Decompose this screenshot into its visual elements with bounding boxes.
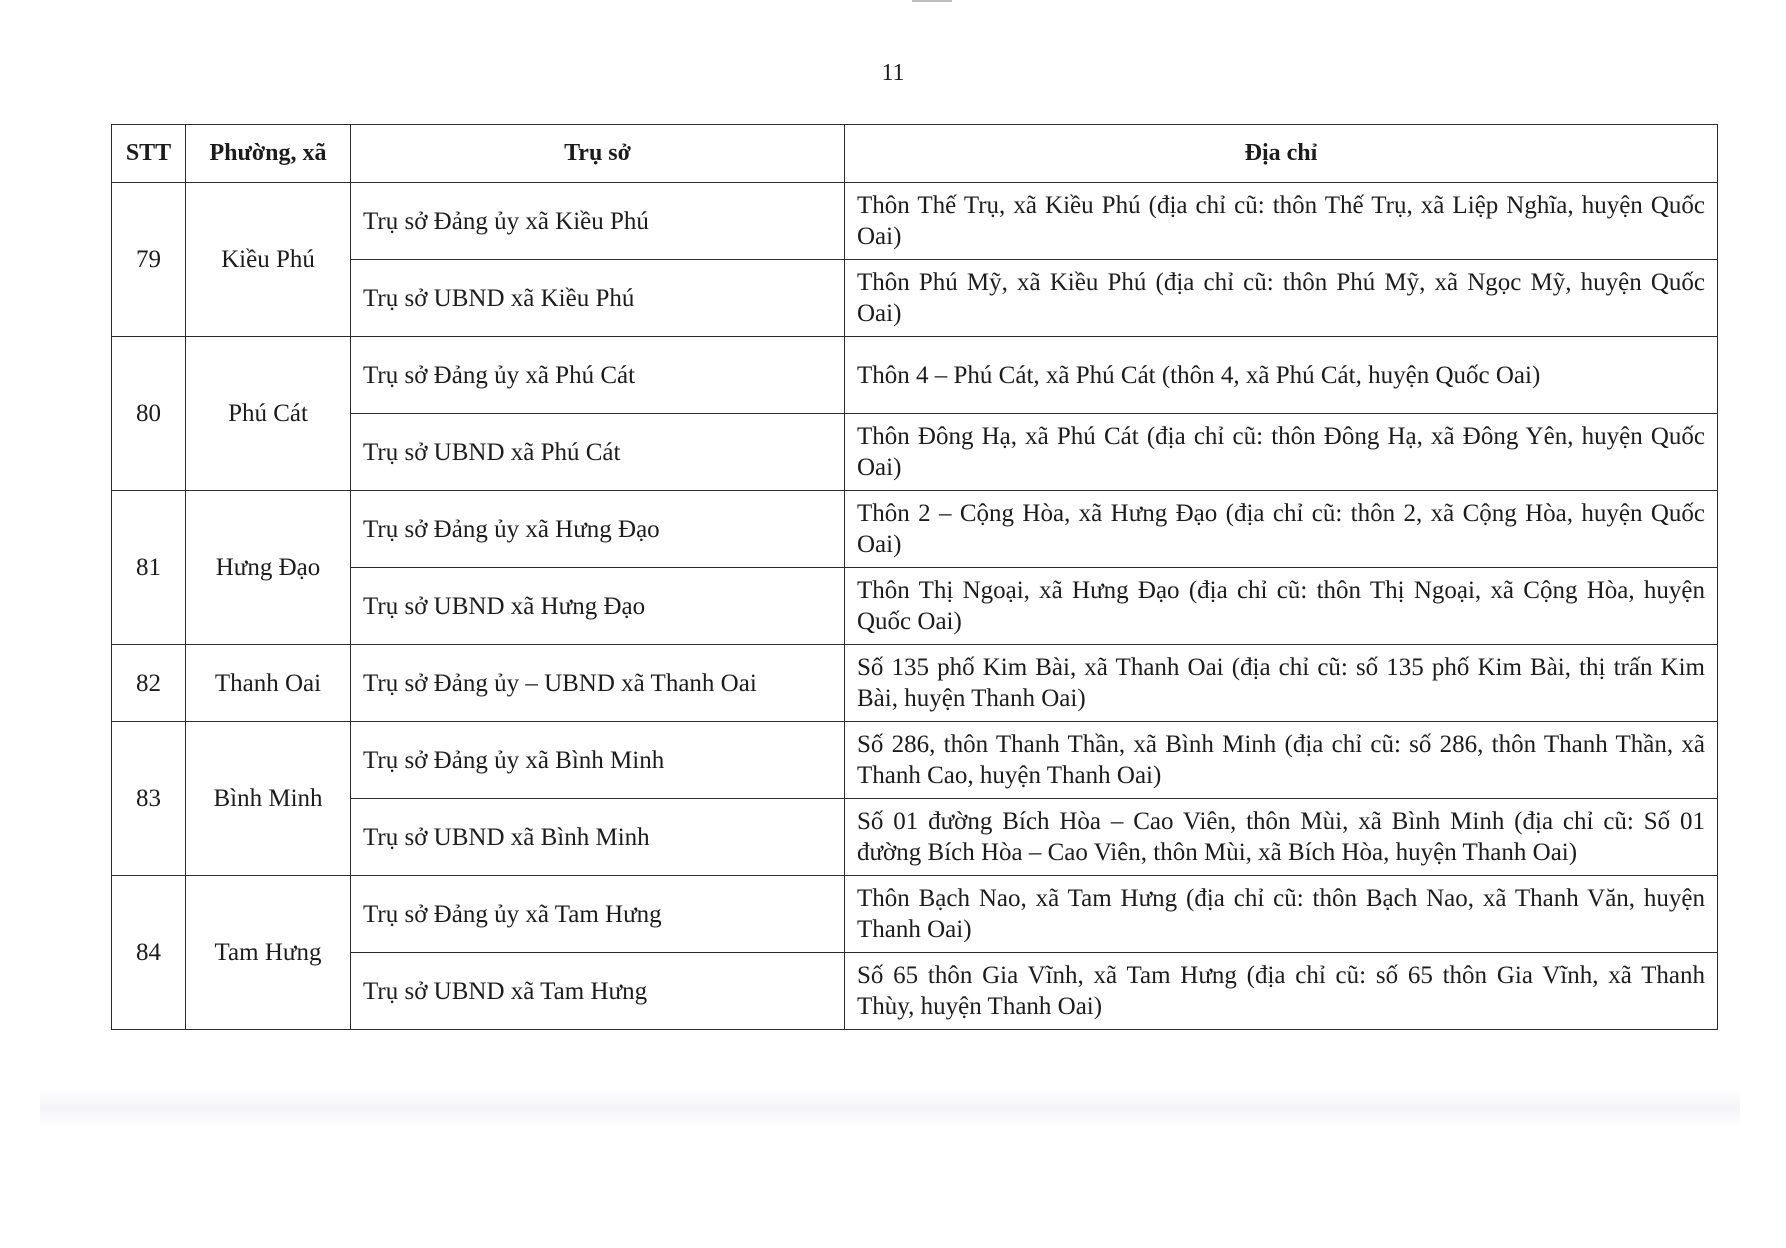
cell-address: Số 01 đường Bích Hòa – Cao Viên, thôn Mùi, xã Bình Minh (địa chỉ cũ: Số 01 đường Bích Hòa – Cao Viên, thôn Mùi, xã Bích Hòa, huyện Thanh Oai) [845, 799, 1718, 876]
cell-address: Thôn 4 – Phú Cát, xã Phú Cát (thôn 4, xã Phú Cát, huyện Quốc Oai) [845, 337, 1718, 414]
cell-ward: Phú Cát [186, 337, 351, 491]
cell-address: Thôn Thị Ngoại, xã Hưng Đạo (địa chỉ cũ: thôn Thị Ngoại, xã Cộng Hòa, huyện Quốc Oai) [845, 568, 1718, 645]
table-header-row [112, 125, 1718, 183]
table-row [112, 799, 1718, 876]
cell-address: Thôn Đông Hạ, xã Phú Cát (địa chỉ cũ: thôn Đông Hạ, xã Đông Yên, huyện Quốc Oai) [845, 414, 1718, 491]
cell-office: Trụ sở Đảng ủy xã Hưng Đạo [351, 491, 845, 568]
table-row [112, 183, 1718, 260]
cell-ward: Kiều Phú [186, 183, 351, 337]
table-row [112, 645, 1718, 722]
cell-address: Số 286, thôn Thanh Thần, xã Bình Minh (địa chỉ cũ: số 286, thôn Thanh Thần, xã Thanh Cao, huyện Thanh Oai) [845, 722, 1718, 799]
cell-ward: Hưng Đạo [186, 491, 351, 645]
cell-office: Trụ sở UBND xã Tam Hưng [351, 953, 845, 1030]
table-row [112, 876, 1718, 953]
cell-office: Trụ sở UBND xã Hưng Đạo [351, 568, 845, 645]
cell-office: Trụ sở UBND xã Kiều Phú [351, 260, 845, 337]
table-row [112, 337, 1718, 414]
cell-office: Trụ sở UBND xã Bình Minh [351, 799, 845, 876]
cell-address: Thôn Thế Trụ, xã Kiều Phú (địa chỉ cũ: thôn Thế Trụ, xã Liệp Nghĩa, huyện Quốc Oai) [845, 183, 1718, 260]
cell-stt: 82 [112, 645, 186, 722]
cell-ward: Thanh Oai [186, 645, 351, 722]
cell-office: Trụ sở UBND xã Phú Cát [351, 414, 845, 491]
cell-office: Trụ sở Đảng ủy xã Kiều Phú [351, 183, 845, 260]
scan-smudge [40, 1090, 1740, 1126]
cell-office: Trụ sở Đảng ủy xã Bình Minh [351, 722, 845, 799]
cell-stt: 84 [112, 876, 186, 1030]
cell-stt: 83 [112, 722, 186, 876]
page-number: 11 [881, 60, 905, 86]
table-row [112, 568, 1718, 645]
table-row [112, 260, 1718, 337]
header-stt: STT [112, 125, 186, 183]
cell-address: Thôn Bạch Nao, xã Tam Hưng (địa chỉ cũ: thôn Bạch Nao, xã Thanh Văn, huyện Thanh Oai) [845, 876, 1718, 953]
table-row [112, 491, 1718, 568]
cell-address: Số 135 phố Kim Bài, xã Thanh Oai (địa chỉ cũ: số 135 phố Kim Bài, thị trấn Kim Bài, huyện Thanh Oai) [845, 645, 1718, 722]
cell-stt: 80 [112, 337, 186, 491]
cell-address: Thôn Phú Mỹ, xã Kiều Phú (địa chỉ cũ: thôn Phú Mỹ, xã Ngọc Mỹ, huyện Quốc Oai) [845, 260, 1718, 337]
header-office: Trụ sở [351, 125, 845, 183]
header-ward: Phường, xã [186, 125, 351, 183]
cell-address: Thôn 2 – Cộng Hòa, xã Hưng Đạo (địa chỉ cũ: thôn 2, xã Cộng Hòa, huyện Quốc Oai) [845, 491, 1718, 568]
table-row [112, 953, 1718, 1030]
cell-ward: Tam Hưng [186, 876, 351, 1030]
table-row [112, 414, 1718, 491]
cell-ward: Bình Minh [186, 722, 351, 876]
cell-office: Trụ sở Đảng ủy xã Phú Cát [351, 337, 845, 414]
cell-office: Trụ sở Đảng ủy xã Tam Hưng [351, 876, 845, 953]
cell-stt: 79 [112, 183, 186, 337]
top-edge-mark [912, 0, 952, 2]
table-row [112, 722, 1718, 799]
cell-office: Trụ sở Đảng ủy – UBND xã Thanh Oai [351, 645, 845, 722]
header-address: Địa chỉ [845, 125, 1718, 183]
office-address-table [111, 124, 1718, 1030]
cell-address: Số 65 thôn Gia Vĩnh, xã Tam Hưng (địa chỉ cũ: số 65 thôn Gia Vĩnh, xã Thanh Thùy, huyện Thanh Oai) [845, 953, 1718, 1030]
cell-stt: 81 [112, 491, 186, 645]
